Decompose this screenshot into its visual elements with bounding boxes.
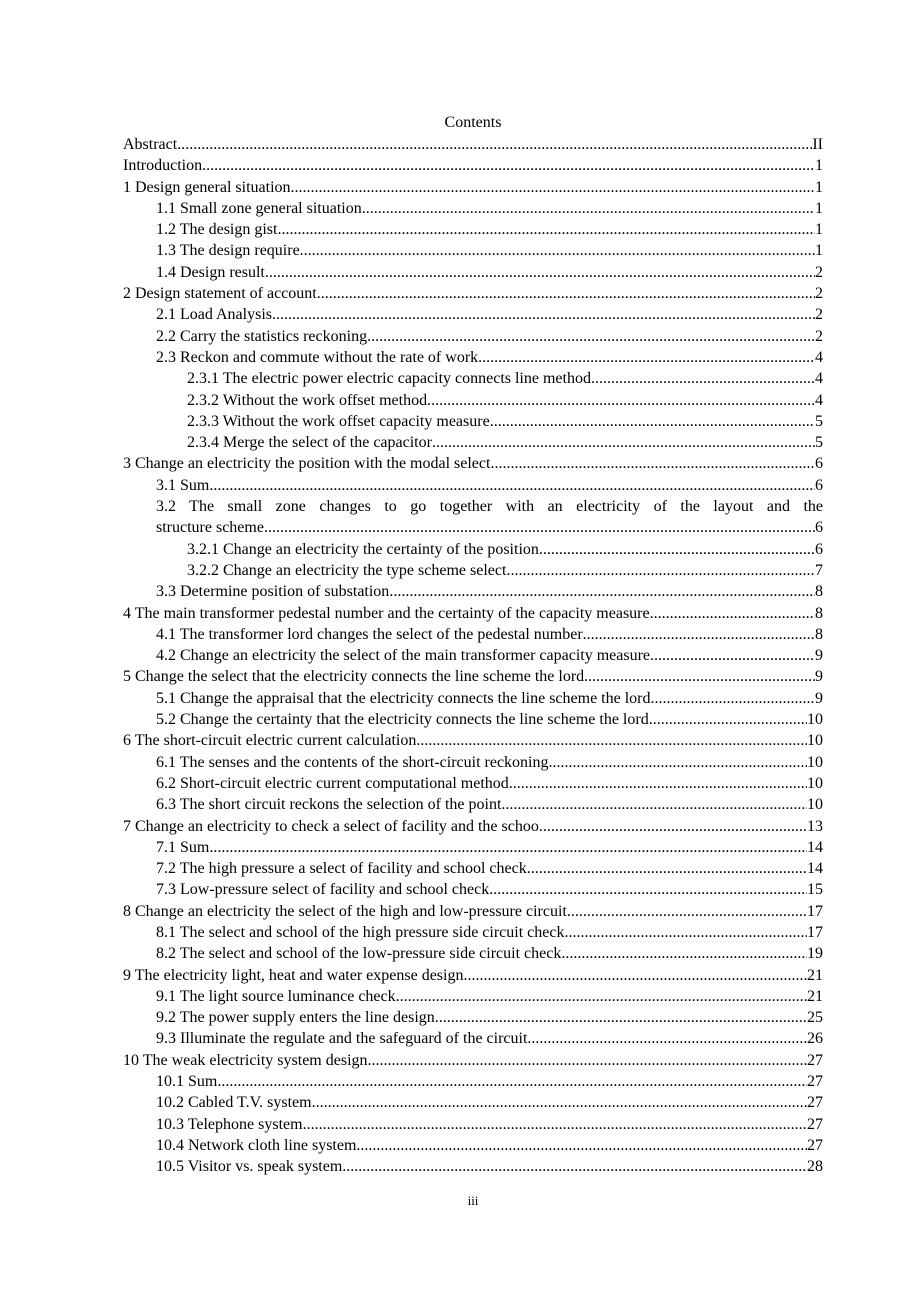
dot-leader [584,666,815,687]
toc-entry-text: 1.4 Design result [156,263,265,281]
toc-page-number: 7 [815,561,823,579]
toc-page-number: 13 [807,817,823,835]
toc-entry-text: Introduction [123,157,203,175]
toc-page-number: 2 [815,327,823,345]
toc-page-number: 8 [815,604,823,622]
dot-leader [567,901,807,922]
toc-entry-text: 7.3 Low-pressure select of facility and school check [156,881,490,899]
toc-entry-text: 4 The main transformer pedestal number and the certainty of the capacity measure [123,604,650,622]
toc-entry-text: 6 The short-circuit electric current calculation [123,732,417,750]
toc-page-number: 15 [807,881,823,899]
toc-entry[interactable] [123,816,823,837]
toc-entry[interactable] [123,539,823,560]
dot-leader [489,879,807,900]
toc-entry-text: 2.2 Carry the statistics reckoning [156,327,368,345]
toc-page-number: 10 [807,711,823,729]
toc-page-number: 27 [807,1051,823,1069]
toc-entry-text: 1.1 Small zone general situation [156,199,362,217]
toc-entry-text: 3.2.2 Change an electricity the type scheme select [187,561,507,579]
toc-entry-text: 7 Change an electricity to check a select of facility and the schoo [123,817,539,835]
toc-page-number: 4 [815,391,823,409]
toc-entry-text: 3 Change an electricity the position with the modal select [123,455,491,473]
dot-leader [396,986,807,1007]
toc-page-number: 10 [807,774,823,792]
toc-entry[interactable] [123,837,823,858]
toc-entry[interactable] [123,240,823,261]
toc-page-number: 9 [815,668,823,686]
page-title: Contents [444,114,502,131]
toc-entry[interactable] [123,879,823,900]
dot-leader [277,219,815,240]
toc-entry[interactable] [123,943,823,964]
dot-leader [478,347,815,368]
toc-entry-text: 10.1 Sum [156,1073,218,1091]
toc-entry[interactable] [123,922,823,943]
toc-page-number: 27 [807,1115,823,1133]
toc-entry-text: 2 Design statement of account [123,285,317,303]
toc-page-number: 9 [815,689,823,707]
toc-entry-text: 2.3.2 Without the work offset method [187,391,428,409]
toc-page-number: 27 [807,1136,823,1154]
dot-leader [650,645,815,666]
toc-entry[interactable] [123,773,823,794]
dot-leader [368,1050,807,1071]
toc-page-number: 10 [807,796,823,814]
toc-entry-text: 8 Change an electricity the select of the high and low-pressure circuit [123,902,567,920]
toc-page-number: 6 [815,476,823,494]
dot-leader [342,1156,807,1177]
toc-entry-text-continued: structure scheme [156,519,264,537]
dot-leader [564,922,807,943]
toc-page-number: 25 [807,1009,823,1027]
toc-page-number: 26 [807,1030,823,1048]
toc-page-number: 14 [807,860,823,878]
toc-entry-text: 4.1 The transformer lord changes the select of the pedestal number [156,625,583,643]
dot-leader [356,1135,807,1156]
toc-entry[interactable] [123,134,823,155]
toc-entry-text: 2.3 Reckon and commute without the rate of work [156,348,479,366]
dot-leader [649,709,807,730]
dot-leader [209,837,807,858]
toc-entry[interactable] [123,177,823,198]
toc-entry-text: 10.3 Telephone system [156,1115,303,1133]
toc-page-number: 8 [815,583,823,601]
toc-entry[interactable] [123,304,823,325]
toc-entry[interactable] [123,730,823,751]
toc-page-number: 5 [815,412,823,430]
toc-entry[interactable] [123,688,823,709]
dot-leader [539,539,815,560]
toc-entry-text: 7.2 The high pressure a select of facility and school check [156,860,527,878]
toc-entry-text: 9.1 The light source luminance check [156,987,396,1005]
toc-page-number: II [812,136,823,153]
toc-entry-text: 8.1 The select and school of the high pressure side circuit check [156,923,565,941]
toc-entry[interactable] [123,709,823,730]
toc-page-number: 21 [807,966,823,984]
toc-entry[interactable] [123,1050,823,1071]
toc-page-number: 4 [815,370,823,388]
toc-entry[interactable] [123,432,823,453]
toc-page-number: 6 [815,519,823,537]
toc-page-number: 1 [815,178,823,196]
toc-entry[interactable] [123,901,823,922]
toc-entry-text: 5.1 Change the appraisal that the electricity connects the line scheme the lord [156,689,651,707]
toc-entry-text: 3.2 The small zone changes to go together with an electricity of the layout and the [156,498,823,516]
dot-leader [650,603,815,624]
toc-entry-text: 6.1 The senses and the contents of the short-circuit reckoning [156,753,549,771]
toc-page-number: 6 [815,540,823,558]
toc-page-number: 1 [815,157,823,175]
toc-entry[interactable] [123,219,823,240]
toc-entry[interactable] [123,1135,823,1156]
toc-page-number: 14 [807,838,823,856]
toc-entry-text: 7.1 Sum [156,838,210,856]
dot-leader [272,304,815,325]
toc-entry[interactable] [123,155,823,176]
dot-leader [202,155,815,176]
toc-entry[interactable] [123,368,823,389]
toc-entry-text: 2.3.4 Merge the select of the capacitor [187,434,432,452]
toc-page-number: 1 [815,221,823,239]
table-of-contents [123,134,823,1178]
toc-entry-text: 1.2 The design gist [156,221,278,239]
toc-entry-text: 9.3 Illuminate the regulate and the safeguard of the circuit [156,1030,528,1048]
dot-leader [463,965,807,986]
toc-entry-text: 3.1 Sum [156,476,210,494]
dot-leader [490,411,815,432]
toc-entry[interactable] [123,475,823,496]
toc-entry-text: 10 The weak electricity system design [123,1051,368,1069]
toc-entry[interactable] [123,453,823,474]
toc-page-number: 10 [807,732,823,750]
toc-entry-text: 10.4 Network cloth line system [156,1136,357,1154]
toc-entry-text: 3.3 Determine position of substation [156,583,390,601]
toc-entry[interactable] [123,581,823,602]
toc-entry-text: 8.2 The select and school of the low-pressure side circuit check [156,945,562,963]
dot-leader [300,240,815,261]
toc-entry-text: Abstract [123,136,178,153]
toc-entry[interactable] [123,986,823,1007]
toc-entry[interactable] [123,347,823,368]
dot-leader [217,1071,807,1092]
toc-entry[interactable] [123,1114,823,1135]
dot-leader [509,773,807,794]
toc-page-number: 6 [815,455,823,473]
toc-entry[interactable] [123,965,823,986]
toc-entry[interactable] [123,858,823,879]
toc-entry-text: 9.2 The power supply enters the line design [156,1009,435,1027]
toc-entry-text: 5.2 Change the certainty that the electricity connects the line scheme the lord [156,711,649,729]
dot-leader [650,688,815,709]
toc-page-number: 1 [815,242,823,260]
toc-entry[interactable] [123,390,823,411]
toc-entry[interactable] [123,752,823,773]
toc-entry[interactable] [123,560,823,581]
toc-entry[interactable] [123,666,823,687]
toc-entry[interactable] [123,283,823,304]
dot-leader [367,326,815,347]
toc-entry-text: 2.3.1 The electric power electric capacity connects line method [187,370,591,388]
dot-leader [427,390,815,411]
page-number-footer: iii [467,1193,479,1208]
toc-page-number: 9 [815,647,823,665]
toc-entry-text: 1.3 The design require [156,242,300,260]
dot-leader [389,581,815,602]
toc-entry[interactable] [123,1007,823,1028]
dot-leader [291,177,815,198]
dot-leader [209,475,815,496]
toc-entry[interactable] [123,262,823,283]
dot-leader [591,368,815,389]
toc-page-number: 1 [815,199,823,217]
dot-leader [527,1028,807,1049]
toc-entry-text: 9 The electricity light, heat and water expense design [123,966,464,984]
dot-leader [506,560,815,581]
toc-entry[interactable] [123,603,823,624]
dot-leader [177,134,812,155]
toc-entry[interactable] [123,1028,823,1049]
toc-page-number: 21 [807,987,823,1005]
toc-page-number: 2 [815,306,823,324]
dot-leader [561,943,807,964]
toc-page-number: 27 [807,1073,823,1091]
toc-entry[interactable] [123,198,823,219]
toc-page-number: 2 [815,263,823,281]
toc-page-number: 17 [807,902,823,920]
toc-entry[interactable] [123,794,823,815]
dot-leader [362,198,815,219]
dot-leader [303,1114,807,1135]
toc-entry[interactable] [123,411,823,432]
toc-entry-text: 10.2 Cabled T.V. system [156,1094,312,1112]
toc-entry[interactable] [123,1071,823,1092]
dot-leader [265,262,815,283]
toc-entry-text: 4.2 Change an electricity the select of the main transformer capacity measure [156,647,651,665]
toc-page-number: 28 [807,1158,823,1176]
toc-page-number: 10 [807,753,823,771]
toc-entry[interactable] [123,496,823,539]
toc-entry-text: 6.2 Short-circuit electric current computational method [156,774,509,792]
toc-entry-text: 1 Design general situation [123,178,291,196]
dot-leader [527,858,807,879]
toc-page-number: 4 [815,348,823,366]
toc-page-number: 8 [815,625,823,643]
dot-leader [548,752,807,773]
dot-leader [317,283,815,304]
toc-entry[interactable] [123,1156,823,1177]
toc-page-number: 27 [807,1094,823,1112]
toc-page-number: 19 [807,945,823,963]
toc-entry-text: 5 Change the select that the electricity connects the line scheme the lord [123,668,585,686]
toc-page-number: 17 [807,923,823,941]
dot-leader [432,432,815,453]
dot-leader [539,816,807,837]
toc-entry[interactable] [123,645,823,666]
toc-entry-text: 10.5 Visitor vs. speak system [156,1158,343,1176]
toc-entry-text: 6.3 The short circuit reckons the selection of the point [156,796,502,814]
dot-leader [312,1092,807,1113]
toc-entry-text: 2.1 Load Analysis [156,306,272,324]
dot-leader [264,517,815,538]
dot-leader [416,730,807,751]
toc-page-number: 5 [815,434,823,452]
dot-leader [583,624,815,645]
dot-leader [435,1007,807,1028]
toc-entry-text: 2.3.3 Without the work offset capacity measure [187,412,490,430]
toc-entry[interactable] [123,1092,823,1113]
toc-entry[interactable] [123,326,823,347]
toc-entry[interactable] [123,624,823,645]
dot-leader [490,453,815,474]
toc-page-number: 2 [815,285,823,303]
toc-entry-text: 3.2.1 Change an electricity the certainty of the position [187,540,539,558]
dot-leader [501,794,807,815]
